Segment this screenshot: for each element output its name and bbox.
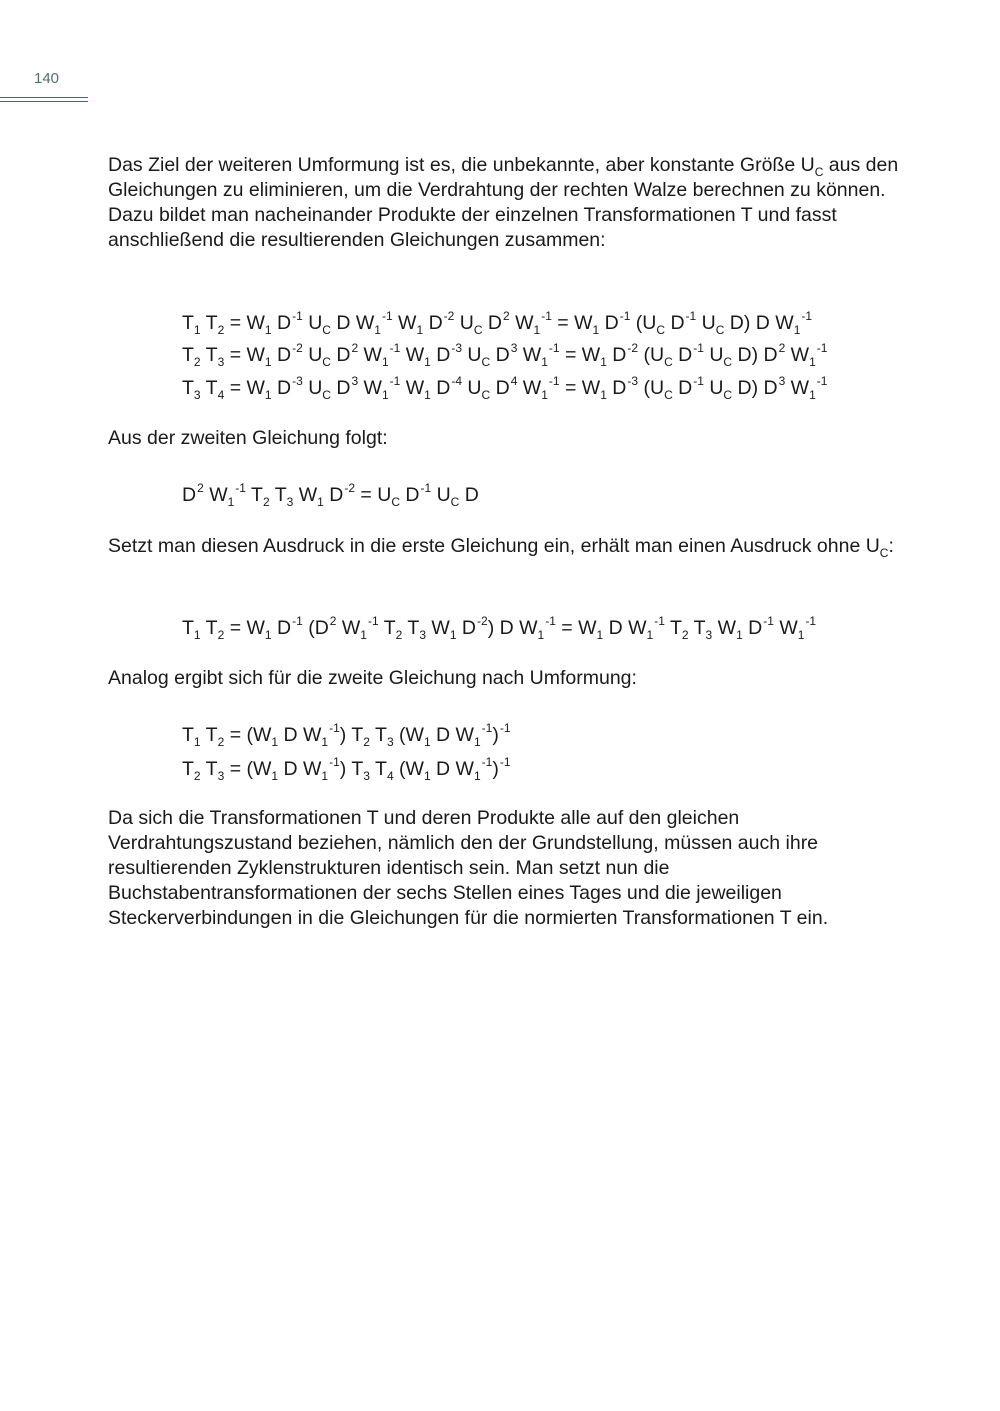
equation: $T_3$ $T_4 = W_1$ $D^{-3}$ $U_C$ $D^3$ $W_1^{-1}$ $W_1$ $D^{-4}$ $U_C$ $D^4$ $W_1^{-1} = W_1$ $D^{-3}$ ($U_C$ $D^{-1}$ $U_C$ D) $D^3$ $W_1^{-1}$ — [182, 373, 828, 402]
paragraph-text: aus den Gleichungen zu eliminieren, um die Verdrahtung der rechten Walze berechnen zu können. Dazu bildet man nacheinander Produkte der einzelnen Transformationen T und fasst anschließend die resultierenden Gleichungen zusammen: — [108, 154, 899, 251]
paragraph: Analog ergibt sich für die zweite Gleichung nach Umformung: — [108, 667, 637, 689]
paragraph: Aus der zweiten Gleichung folgt: — [108, 427, 388, 449]
paragraph: Da sich die Transformationen T und deren Produkte alle auf den gleichen Verdrahtungszustand beziehen, nämlich den der Grundstellung, müssen auch ihre resultierenden Zyklenstrukturen identisch sein. Man setzt nun die Buchstabentransformationen der sechs Stellen eines Tages und die jeweiligen Steckerverbindungen in die Gleichungen für die normierten Transformationen T ein. — [108, 807, 829, 929]
equation: $T_1$ $T_2 = (W_1$ D $W_1^{-1}$) $T_2$ $T_3$ ($W_1$ D $W_1^{-1})^{-1}$ — [182, 720, 511, 749]
equation: $T_1$ $T_2 = W_1$ $D^{-1}$ $U_C$ D $W_1^{-1}$ $W_1$ $D^{-2}$ $U_C$ $D^2$ $W_1^{-1} = W_1$ $D^{-1}$ ($U_C$ $D^{-1}$ $U_C$ D) D $W_1^{-1}$ — [182, 308, 813, 337]
page-number: 140 — [34, 70, 60, 87]
equation: $T_2$ $T_3 = W_1$ $D^{-2}$ $U_C$ $D^2$ $W_1^{-1}$ $W_1$ $D^{-3}$ $U_C$ $D^3$ $W_1^{-1} = W_1$ $D^{-2}$ ($U_C$ $D^{-1}$ $U_C$ D) $D^2$ $W_1^{-1}$ — [182, 340, 828, 369]
equation: $T_2$ $T_3 = (W_1$ D $W_1^{-1}$) $T_3$ $T_4$ ($W_1$ D $W_1^{-1})^{-1}$ — [182, 754, 511, 783]
equation: $T_1$ $T_2 = W_1$ $D^{-1}$ ($D^2$ $W_1^{-1}$ $T_2$ $T_3$ $W_1$ $D^{-2}$) D $W_1^{-1} = W_1$ D $W_1^{-1}$ $T_2$ $T_3$ $W_1$ $D^{-1}$ $W_1^{-1}$ — [182, 613, 817, 642]
paragraph-text: Das Ziel der weiteren Umformung ist es, die unbekannte, aber konstante Größe U — [108, 154, 815, 176]
header-rule — [0, 101, 88, 102]
paragraph-text: Setzt man diesen Ausdruck in die erste Gleichung ein, erhält man einen Ausdruck ohne U — [108, 535, 880, 557]
equation: $D^2$ $W_1^{-1}$ $T_2$ $T_3$ $W_1$ $D^{-2} = U_C$ $D^{-1}$ $U_C$ D — [182, 480, 479, 509]
paragraph-text: : — [888, 535, 894, 557]
subscript: C — [814, 164, 824, 179]
paragraph — [108, 534, 908, 559]
subscript: C — [879, 545, 889, 560]
header-rule — [0, 97, 88, 98]
paragraph — [108, 153, 908, 253]
